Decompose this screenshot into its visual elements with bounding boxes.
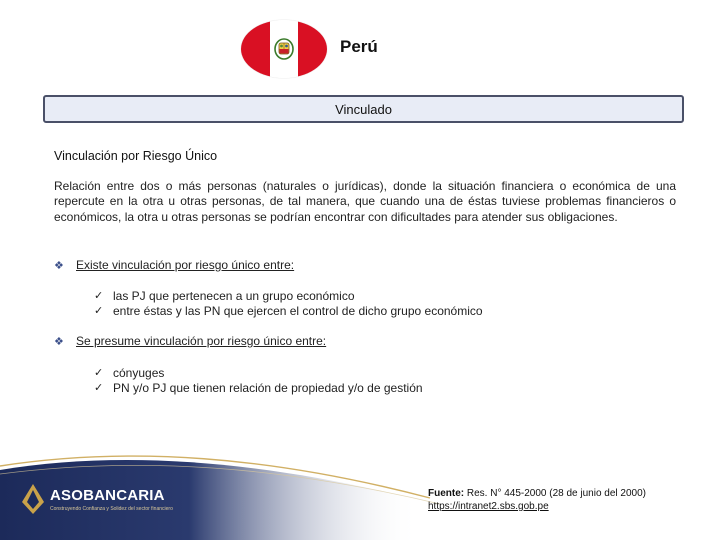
source-text: Res. N° 445-2000 (28 de junio del 2000): [466, 488, 647, 499]
check-item: [94, 304, 483, 319]
check-list-presume: [94, 366, 423, 396]
check-icon: ✓: [94, 367, 104, 379]
asobancaria-logo: [22, 484, 173, 514]
definition-paragraph: Relación entre dos o más personas (naturales o jurídicas), donde la situación financiera o económica de una repercute en la otra u otras personas, de tal manera, que cuando una de éstas tuviese problemas financieros o económicos, la otra u otras personas se podrían encontrar con dificultades para atender sus obligaciones.: [54, 179, 676, 224]
section-title: Vinculado: [335, 101, 392, 117]
section-title-bar: [43, 95, 684, 123]
check-icon: ✓: [94, 305, 104, 317]
check-list-existe: [94, 289, 483, 319]
check-item: [94, 366, 423, 381]
check-item-text: PN y/o PJ que tienen relación de propiedad y/o de gestión: [113, 381, 423, 395]
source-label: Fuente:: [428, 488, 465, 499]
logo-name: ASOBANCARIA: [50, 486, 165, 504]
coat-of-arms-icon: [273, 37, 295, 61]
logo-tagline: Construyendo Confianza y Solidez del sector financiero: [50, 505, 173, 512]
check-icon: ✓: [94, 290, 104, 302]
check-item: [94, 289, 483, 304]
check-item-text: entre éstas y las PN que ejercen el control de dicho grupo económico: [113, 304, 483, 318]
bullet-presume: [54, 334, 326, 348]
check-item: [94, 381, 423, 396]
asobancaria-logo-icon: [22, 484, 44, 514]
peru-flag-icon: [241, 20, 327, 78]
content-heading: Vinculación por Riesgo Único: [54, 149, 218, 163]
source-note: [428, 487, 646, 513]
diamond-icon: ❖: [54, 259, 64, 272]
bullet-existe: [54, 258, 294, 272]
check-icon: ✓: [94, 382, 104, 394]
diamond-icon: ❖: [54, 335, 64, 348]
check-item-text: cónyuges: [113, 366, 165, 380]
bullet-label: Se presume vinculación por riesgo único entre:: [76, 334, 327, 348]
check-item-text: las PJ que pertenecen a un grupo económico: [113, 289, 355, 303]
source-link[interactable]: https://intranet2.sbs.gob.pe: [428, 501, 549, 512]
country-title: Perú: [340, 37, 378, 56]
bullet-label: Existe vinculación por riesgo único entre:: [76, 258, 295, 272]
